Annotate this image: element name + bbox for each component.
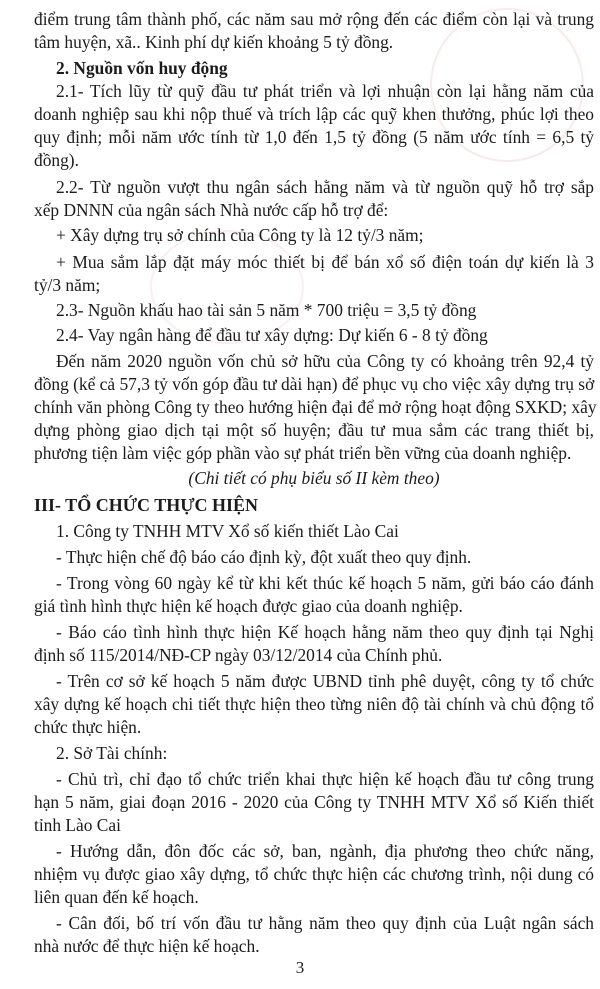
body-text-line: hạn 5 năm, giai đoạn 2016 - 2020 của Công ty TNHH MTV Xổ số Kiến thiết xyxy=(34,792,594,812)
body-text-line: Đến năm 2020 nguồn vốn chủ sở hữu của Công ty có khoảng trên 92,4 tỷ xyxy=(56,351,594,371)
body-text-line: 2.4- Vay ngân hàng để đầu tư xây dựng: Dự kiến 6 - 8 tỷ đồng xyxy=(56,325,488,345)
body-text-line: đồng). xyxy=(34,150,79,170)
body-text-line: 2. Sở Tài chính: xyxy=(56,743,168,763)
body-text-line: tỉnh Lào Cai xyxy=(34,815,121,835)
body-text-line: đồng (kể cả 57,3 tỷ vốn góp đầu tư dài hạn) để phục vụ cho việc xây dựng trụ sở xyxy=(34,374,595,394)
body-text-line: dựng phòng giao dịch tại một số huyện; đầu tư mua sắm các trang thiết bị, xyxy=(34,420,594,440)
section-heading: III- TỔ CHỨC THỰC HIỆN xyxy=(34,495,259,515)
body-text-line: giá tình hình thực hiện kế hoạch được giao của doanh nghiệp. xyxy=(34,596,463,616)
body-text-line: 1. Công ty TNHH MTV Xổ số kiến thiết Lào Cai xyxy=(56,521,399,541)
body-text-line: quy định; mỗi năm ước tính từ 1,0 đến 1,5 tỷ đồng (5 năm ước tính = 6,5 tỷ xyxy=(34,127,594,147)
body-text-line: chức thực hiện. xyxy=(34,717,142,737)
body-text-line: điểm trung tâm thành phố, các năm sau mở rộng đến các điểm còn lại và trung xyxy=(34,9,594,29)
body-text-line: - Trên cơ sở kế hoạch 5 năm được UBND tỉnh phê duyệt, công ty tổ chức xyxy=(56,671,594,691)
body-text-line: - Cân đối, bố trí vốn đầu tư hằng năm theo quy định của Luật ngân sách xyxy=(56,913,594,933)
body-text-line: 2.3- Nguồn khấu hao tài sản 5 năm * 700 triệu = 3,5 tỷ đồng xyxy=(56,300,477,320)
body-text-line: 2.1- Tích lũy từ quỹ đầu tư phát triển và lợi nhuận còn lại hằng năm của xyxy=(56,81,594,101)
body-text-line: liên quan đến kế hoạch. xyxy=(34,887,199,907)
body-text-line: - Hướng dẫn, đôn đốc các sở, ban, ngành, địa phương theo chức năng, xyxy=(56,841,594,861)
section-heading: 2. Nguồn vốn huy động xyxy=(56,58,228,78)
body-text-line: + Xây dựng trụ sở chính của Công ty là 12 tỷ/3 năm; xyxy=(56,225,424,245)
body-text-line: nhà nước để thực hiện kế hoạch. xyxy=(34,936,260,956)
body-text-line: nhiệm vụ được giao xây dựng, tổ chức thực hiện các chương trình, nội dung có xyxy=(34,864,594,884)
body-text-line: xếp DNNN của ngân sách Nhà nước cấp hỗ trợ để: xyxy=(34,200,389,220)
body-text-line: tâm huyện, xã.. Kinh phí dự kiến khoảng 5 tỷ đồng. xyxy=(34,32,394,52)
body-text-line: - Thực hiện chế độ báo cáo định kỳ, đột xuất theo quy định. xyxy=(56,547,472,567)
page-number: 3 xyxy=(295,958,305,977)
body-text-line: phương tiện làm việc góp phần vào sự phát triển bền vững của doanh nghiệp. xyxy=(34,443,572,463)
body-text-line: tỷ/3 năm; xyxy=(34,275,101,295)
body-text-line: 2.2- Từ nguồn vượt thu ngân sách hằng năm và từ nguồn quỹ hỗ trợ sắp xyxy=(56,177,594,197)
appendix-note: (Chi tiết có phụ biểu số II kèm theo) xyxy=(188,468,440,488)
body-text-line: - Báo cáo tình hình thực hiện Kế hoạch hằng năm theo quy định tại Nghị xyxy=(56,622,594,642)
body-text-line: + Mua sắm lắp đặt máy móc thiết bị để bán xổ số điện toán dự kiến là 3 xyxy=(56,252,594,272)
body-text-line: doanh nghiệp sau khi nộp thuế và trích lập các quỹ khen thưởng, phúc lợi theo xyxy=(34,104,594,124)
body-text-line: xây dựng kế hoạch chi tiết thực hiện theo từng niên độ tài chính và chủ động tổ xyxy=(34,694,594,714)
body-text-line: - Trong vòng 60 ngày kể từ khi kết thúc kế hoạch 5 năm, gửi báo cáo đánh xyxy=(56,573,594,593)
body-text-line: chính văn phòng Công ty theo hướng hiện đại để mở rộng hoạt động SXKD; xây xyxy=(34,397,597,417)
body-text-line: định số 115/2014/NĐ-CP ngày 03/12/2014 của Chính phủ. xyxy=(34,645,443,665)
body-text-line: - Chủ trì, chỉ đạo tổ chức triển khai thực hiện kế hoạch đầu tư công trung xyxy=(56,769,594,789)
